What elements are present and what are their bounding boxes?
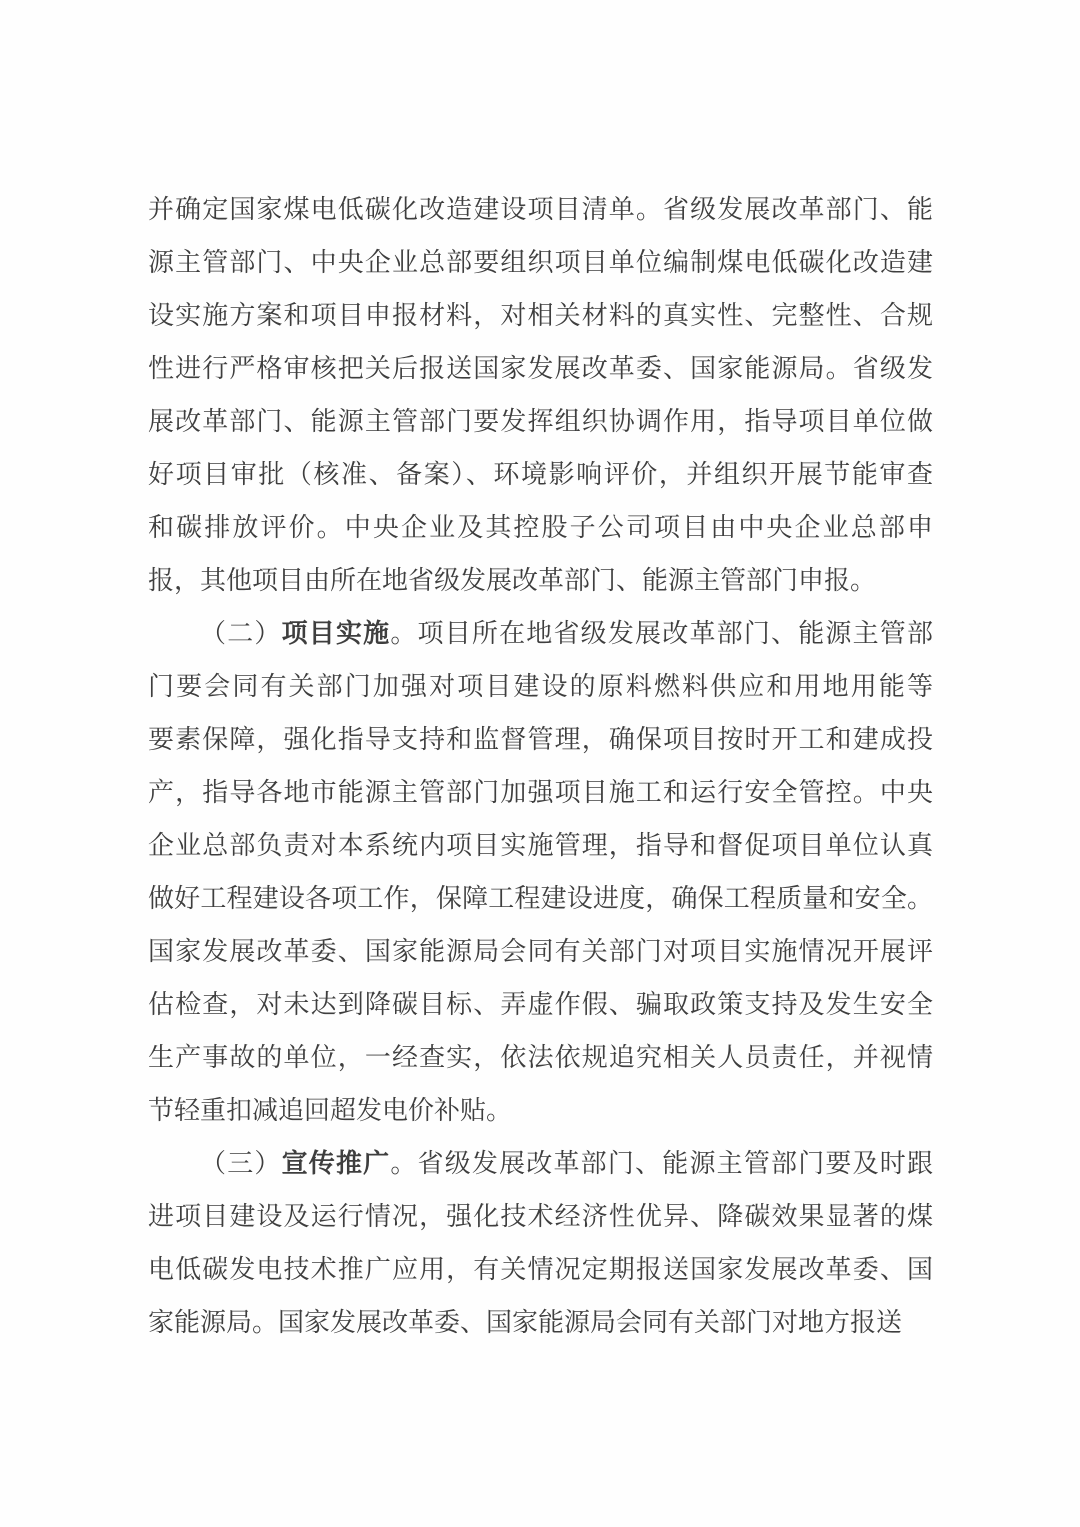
- body-text: 好项目审批（核准、备案）、环境影响评价，并组织开展节能审查: [148, 460, 933, 489]
- text-line: [148, 395, 933, 448]
- text-line: [148, 289, 933, 342]
- text-line: [148, 872, 933, 925]
- text-line: [148, 1296, 933, 1349]
- text-line: [148, 183, 933, 236]
- text-line: [148, 660, 933, 713]
- body-text: 节轻重扣减追回超发电价补贴。: [148, 1096, 513, 1125]
- text-line: [148, 448, 933, 501]
- bold-heading-text: 项目实施: [281, 619, 391, 648]
- body-text: 做好工程建设各项工作，保障工程建设进度，确保工程质量和安全。: [148, 884, 933, 913]
- text-line: [148, 501, 933, 554]
- body-text: 。省级发展改革部门、能源主管部门要及时跟: [390, 1149, 933, 1178]
- document-body: [148, 183, 933, 1349]
- text-line: [148, 1190, 933, 1243]
- body-text: 生产事故的单位，一经查实，依法依规追究相关人员责任，并视情: [148, 1043, 933, 1072]
- body-text: 国家发展改革委、国家能源局会同有关部门对项目实施情况开展评: [148, 937, 933, 966]
- body-text: 估检查，对未达到降碳目标、弄虚作假、骗取政策支持及发生安全: [148, 990, 933, 1019]
- body-text: 并确定国家煤电低碳化改造建设项目清单。省级发展改革部门、能: [148, 195, 933, 224]
- body-text: 。项目所在地省级发展改革部门、能源主管部: [390, 619, 933, 648]
- text-line: [148, 819, 933, 872]
- paragraph-item-2: [148, 607, 933, 1137]
- body-text: 和碳排放评价。中央企业及其控股子公司项目由中央企业总部申: [148, 513, 933, 542]
- bold-heading-text: 宣传推广: [281, 1149, 391, 1178]
- body-text: 报，其他项目由所在地省级发展改革部门、能源主管部门申报。: [148, 566, 877, 595]
- text-line: [148, 236, 933, 289]
- text-line: [148, 342, 933, 395]
- body-text: 电低碳发电技术推广应用，有关情况定期报送国家发展改革委、国: [148, 1255, 933, 1284]
- body-text: 产，指导各地市能源主管部门加强项目施工和运行安全管控。中央: [148, 778, 933, 807]
- text-line: [148, 978, 933, 1031]
- body-text: 展改革部门、能源主管部门要发挥组织协调作用，指导项目单位做: [148, 407, 933, 436]
- body-text: 家能源局。国家发展改革委、国家能源局会同有关部门对地方报送: [148, 1308, 903, 1337]
- body-text: （三）: [200, 1149, 282, 1178]
- body-text: 性进行严格审核把关后报送国家发展改革委、国家能源局。省级发: [148, 354, 933, 383]
- body-text: 进项目建设及运行情况，强化技术经济性优异、降碳效果显著的煤: [148, 1202, 933, 1231]
- text-line: [148, 1031, 933, 1084]
- body-text: 源主管部门、中央企业总部要组织项目单位编制煤电低碳化改造建: [148, 248, 933, 277]
- body-text: 设实施方案和项目申报材料，对相关材料的真实性、完整性、合规: [148, 301, 933, 330]
- text-line: [148, 713, 933, 766]
- body-text: 要素保障，强化指导支持和监督管理，确保项目按时开工和建成投: [148, 725, 933, 754]
- text-line: [148, 554, 933, 607]
- text-line: [148, 1137, 933, 1190]
- text-line: [148, 1084, 933, 1137]
- body-text: （二）: [200, 619, 282, 648]
- body-text: 门要会同有关部门加强对项目建设的原料燃料供应和用地用能等: [148, 672, 933, 701]
- text-line: [148, 766, 933, 819]
- body-text: 企业总部负责对本系统内项目实施管理，指导和督促项目单位认真: [148, 831, 933, 860]
- text-line: [148, 925, 933, 978]
- text-line: [148, 1243, 933, 1296]
- paragraph-continuation: [148, 183, 933, 607]
- text-line: [148, 607, 933, 660]
- paragraph-item-3: [148, 1137, 933, 1349]
